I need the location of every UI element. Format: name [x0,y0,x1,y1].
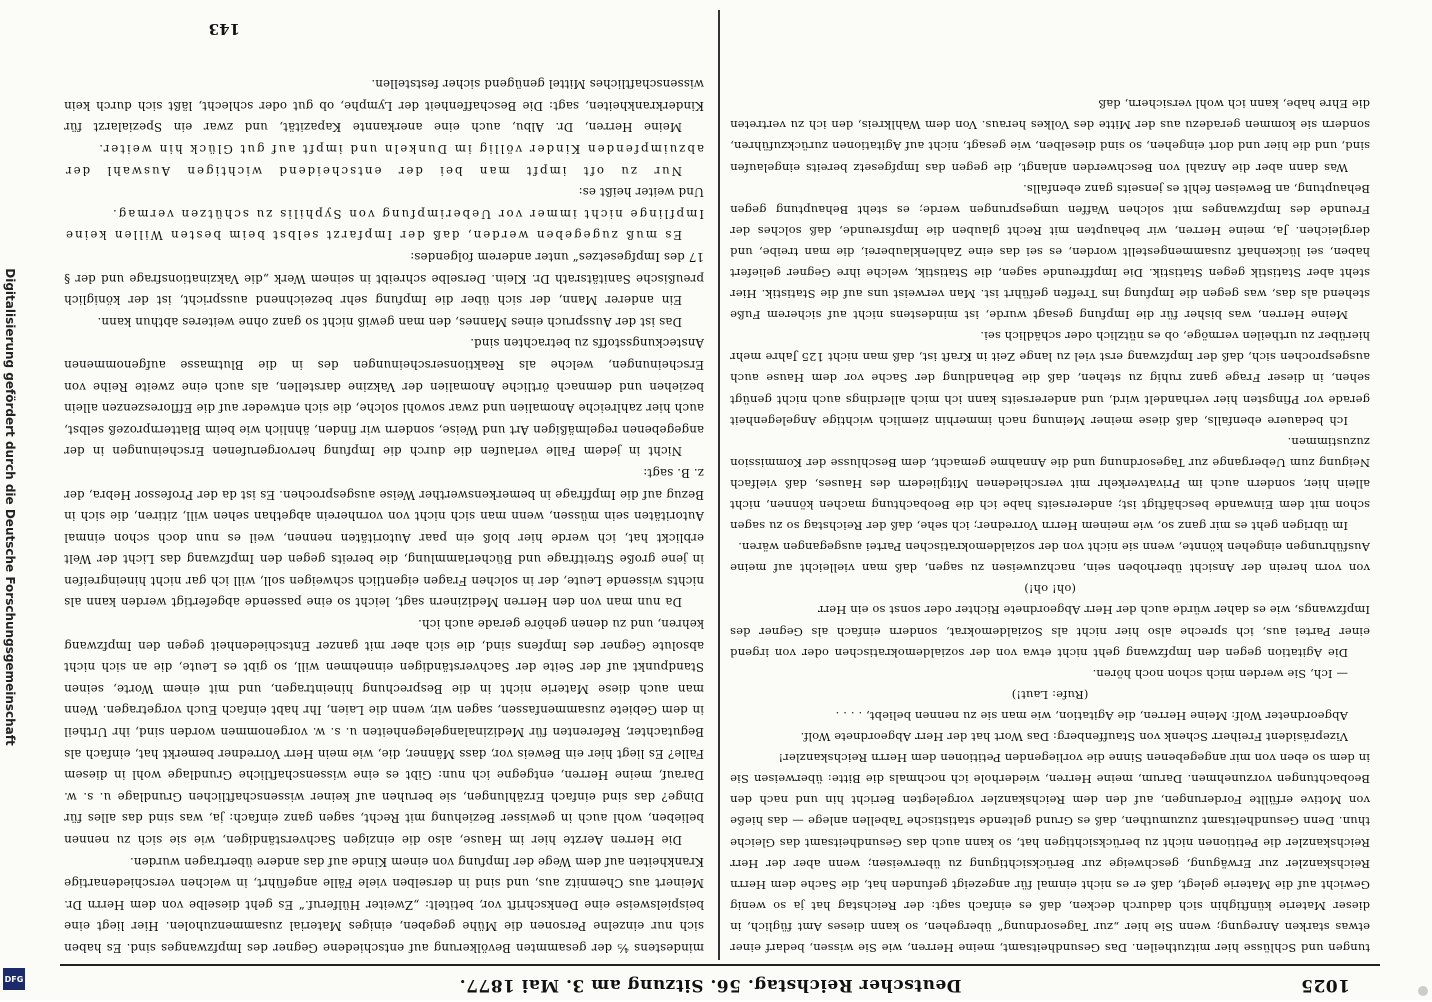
header-rule [60,964,1380,966]
column-left [730,93,1370,958]
paragraph: Abgeordneter Wolf: Meine Herren, die Agitation, wie man sie zu nennen beliebt, . . . . [835,708,1348,723]
paragraph: Ein anderer Mann, der sich über die Impfung sehr bezeichnend ausspricht, ist der königlich preußische Sanitätsrath Dr. Klein. Derselbe schreibt in seinem Werk „die Vakzinationsfrage und der § 17 des Impfgesetzes“ unter anderem folgendes: [64,250,704,308]
paragraph: Das ist der Ausspruch eines Mannes, den man gewiß nicht so ganz ohne weiteres abthun kann. [97,314,682,329]
paragraph: Die Agitation gegen den Impfzwang geht nicht etwa von der sozialdemokratischen oder von irgend einer Partei aus, ich spreche also hier nicht als Sozialdemokrat, sondern einfach als Gegner des Impfzwangs, wie es daher würde auch der Herr Abgeordnete Richter oder sonst so ein Herr [730,603,1370,660]
paragraph: Vizepräsident Freiherr Schenk von Stauffenberg: Das Wort hat der Herr Abgeordnete Wolf. [800,730,1348,745]
paragraph: Und weiter heißt es: [578,185,704,200]
digitization-note-text: Digitalisierung gefördert durch die Deutsche Forschungsgemeinschaft [3,268,17,746]
corner-mark [1418,986,1428,996]
paragraph: Es muß zugegeben werden, daß der Impfarzt selbst beim besten Willen keine Impflinge nicht immer vor Ueberimpfung von Syphilis zu schützen vermag. [64,206,704,243]
rotated-newspaper-page [60,0,1380,1000]
page-title: Deutscher Reichstag. 56. Sitzung am 3. Mai 1877. [459,975,962,995]
paragraph: — Ich, Sie werden mich schon noch hören. [1092,666,1348,681]
paragraph: Nur zu oft impft man bei der entscheidend wichtigen Auswahl der abzuimpfenden Kinder völlig im Dunkeln und impft auf gut Glück hin weiter. [64,142,704,178]
paragraph: mindestens ⁴⁄₅ der gesammten Bevölkerung auf entschiedene Gegner des Impfzwanges sind. Es haben sich nur einzelne Personen die Mühe gegeben, einiges Material zusammenzuholen. Hier liegt eine beispielsweise eine Denkschrift vor, betitelt: „Zweiter Hülferuf.“ Es geht dieselbe von dem Herrn Dr. Meinert aus Chemnitz aus, und sind in derselben viele Fälle angeführt, in welchen verschiedenartige Krankheiten auf dem Wege der Impfung von einem Kinde auf das andere übertragen wurden. [64,854,704,955]
paragraph: (Rufe: Laut!) [1011,687,1089,702]
paragraph: Im übrigen geht es mir ganz so, wie meinem Herrn Vorredner; ich sehe, daß der Reichstag so zu sagen schon mit dem Einwande beschäftigt ist; andererseits habe ich die Beobachtung machen können, nicht allein hier, sondern auch im Privatverkehr mit verschiedenen Mitgliedern des Hauses, daß vielfach Neigung zum Uebergange zur Tagesordnung und die Annahme gemacht, dem Beschlusse der Kommission zuzustimmen. [730,434,1370,534]
paragraph: Da nun man von den Herren Medizinern sagt, leicht so eine passende abgefertigt werden kann als nichts wissende Leute, der in solchen Fragen eigentlich schweigen soll, will ich gar nicht hineingreifen in jene große Streitfrage und Bücherlammlung, die bereits gegen den Impfzwang das Licht der Welt erblickt hat, ich werde hier bloß ein paar Autoritäten nennen, weil es nun doch schon einmal Autoritäten sein müssen, wenn man sich nicht von vornherein abgethan sehen will, zitiren, die sich in Bezug auf die Impffrage in bemerkenswerther Weise ausgesprochen. Es ist da der Professor Hebra, der z. B. sagt: [64,465,704,610]
paragraph: tungen und Schlüsse hier mitzutheilen. Das Gesundheitsamt, meine Herren, wie Sie wissen, bedarf einer etwas starken Anregung; wenn Sie hier „zur Tagesordnung“ übergehen, so kann dieses Amt füglich, in dieser Materie künftighin sich dadurch decken, daß es einfach sagt: der Reichstag hat ja so wenig Gewicht auf die Materie gelegt, daß er es nicht einmal für angezeigt gefunden hat, die Sache dem Herrn Reichskanzler zur Erwägung, geschweige zur Berücksichtigung zu überweisen; wenn aber der Herr Reichskanzler die Petitionen nicht zu berücksichtigen hat, so kann auch das Gesundheitsamt das Gleiche thun. Denn Gesundheitsamt zuzumuthen, daß es Grund geltende statistische Tabellen anlege — das hieße von Motive erfüllte Forderungen, auf den dem Reichskanzler vorgelegten Bericht hin und nach den Beobachtungen vorzunehmen. Darum, meine Herren, wiederhole ich nochmals die Bitte: überweisen Sie in dem so eben von mir angegebenen Sinne die vorliegenden Petitionen dem Herrn Reichskanzler! [730,751,1370,955]
dfg-logo-icon: DFG [3,968,25,990]
folio-number: 143 [208,20,240,38]
column-divider [718,10,720,960]
paragraph: Die Herren Aerzte hier im Hause, also die einzigen Sachverständigen, wie sie sich zu nennen belieben, wohl auch in gewisser Beziehung mit Recht, sagen ganz einfach: ja, was sind das alles für Dinge? das sind einfach Erzählungen, sie beruhen auf keiner wissenschaftlichen Grundlage u. s. w. Darauf, meine Herren, entgegne ich nun: Gibt es eine wissenschaftliche Grundlage wohl in diesem Falle? Es liegt hier ein Beweis vor, dass Männer, die, wie mein Herr Vorredner bemerkt hat, einfach als Begutachter, Referenten für Medizinalangelegenheiten u. s. w. vorgenommen worden sind, ihr Urtheil in dem Gebiete zusammenfassen, sagen wir, wenn die Laien, Ihr habt einfach Euch vorgetragen. Wenn man auch diese Materie nicht in die Besprechung hineintragen, und mit einem Worte, seinen Standpunkt auf der Seite der Sachverständigen einnehmen will, so gibt es Leute, die an sich nicht absolute Gegner des Impfens sind, die sich aber mit ganzer Entschiedenheit gegen den Impfzwang kehren, und zu denen gehöre gerade auch ich. [64,617,704,848]
paragraph: von vorn herein der Ansicht überhoben sein, nachzuweisen zu sagen, daß man vielleicht auf meine Ausführungen eingehen könnte, wenn sie nicht von der sozialdemokratischen Partei ausgegangen wären. [730,540,1370,576]
paragraph: Meine Herren, was bisher für die Impfung gesagt wurde, ist mindestens nicht auf sicherem Fuße stehend als das, was gegen die Impfung ins Treffen geführt ist. Man verweist uns auf die Statistik. Hier steht aber Statistik gegen Statistik. Die Impffreunde sagen, die Statistik, welche ihre Gegner geliefert haben, sei lückenhaft zusammengestellt worden, es sei das eine Zahlenklauberei, die man treibe, und dergleichen. Ja, meine Herren, wir behaupten mit Recht glauben die Impfsreunde, daß solches der Freunde des Impfzwanges mit solchen Waffen umgesprungen werde; es steht Behauptung gegen Behauptung, an Beweisen fehlt es jenseits ganz ebenfalls. [730,181,1370,323]
digitization-note [0,0,28,1000]
column-right [64,73,704,958]
paragraph: Ich bedauere ebenfalls, daß diese meiner Meinung nach immerhin ziemlich wichtige Angelegenheit gerade vor Pfingsten hier verhandelt wird, und andererseits kann ich mich allerdings auch nicht genügt sehen, in dieser Frage ganz ruhig zu stehen, daß die Behandlung der Sache vor dem Hause auch ausgesprochen sich, daß der Impfzwang erst viel zu lange Zeit in Kraft ist, daß man nicht 125 Jahre mehr hierüber zu urtheilen vermöge, ob es nützlich oder schädlich sei. [730,329,1370,428]
paragraph: (oh! oh!) [1024,582,1076,597]
paragraph: Was dann aber die Anzahl von Beschwerden anlangt, die gegen das Impfgesetz bereits eingelaufen sind, und die hier und dort eingehen, so sind dieselben, wie gesagt, nicht auf Agitationen zurückzuführen, sondern sie kommen geradezu aus der Mitte des Volkes heraus. Von dem Wahlkreis, den ich zu vertreten die Ehre habe, kann ich wohl versichern, daß [730,97,1370,175]
paragraph: Nicht in jedem Falle verlaufen die durch die Impfung hervorgerufenen Erscheinungen in der angegebenen regelmäßigen Art und Weise, sondern wir finden, ähnlich wie beim Blatternprozeß selbst, auch hier zahlreiche Anomalien und zwar sowohl solche, die sich entweder auf die Effloreszenzen allein beziehen und demnach örtliche Anomalien der Vakzine darstellen, als auch eine zweite Reihe von Erscheinungen, welche als Reaktionserscheinungen des in die Blutmasse aufgenommenen Ansteckungsstoffs zu betrachten sind. [64,336,704,459]
page-number: 1025 [1300,975,1350,995]
page-header [60,968,1380,1002]
paragraph: Meine Herren, Dr. Albu, auch eine anerkannte Kapazität, und zwar ein Spezialarzt für Kinderkrankheiten, sagt: Die Beschaffenheit der Lymphe, ob gut oder schlecht, läßt sich durch kein wissenschaftliches Mittel genügend sicher feststellen. [64,77,704,135]
